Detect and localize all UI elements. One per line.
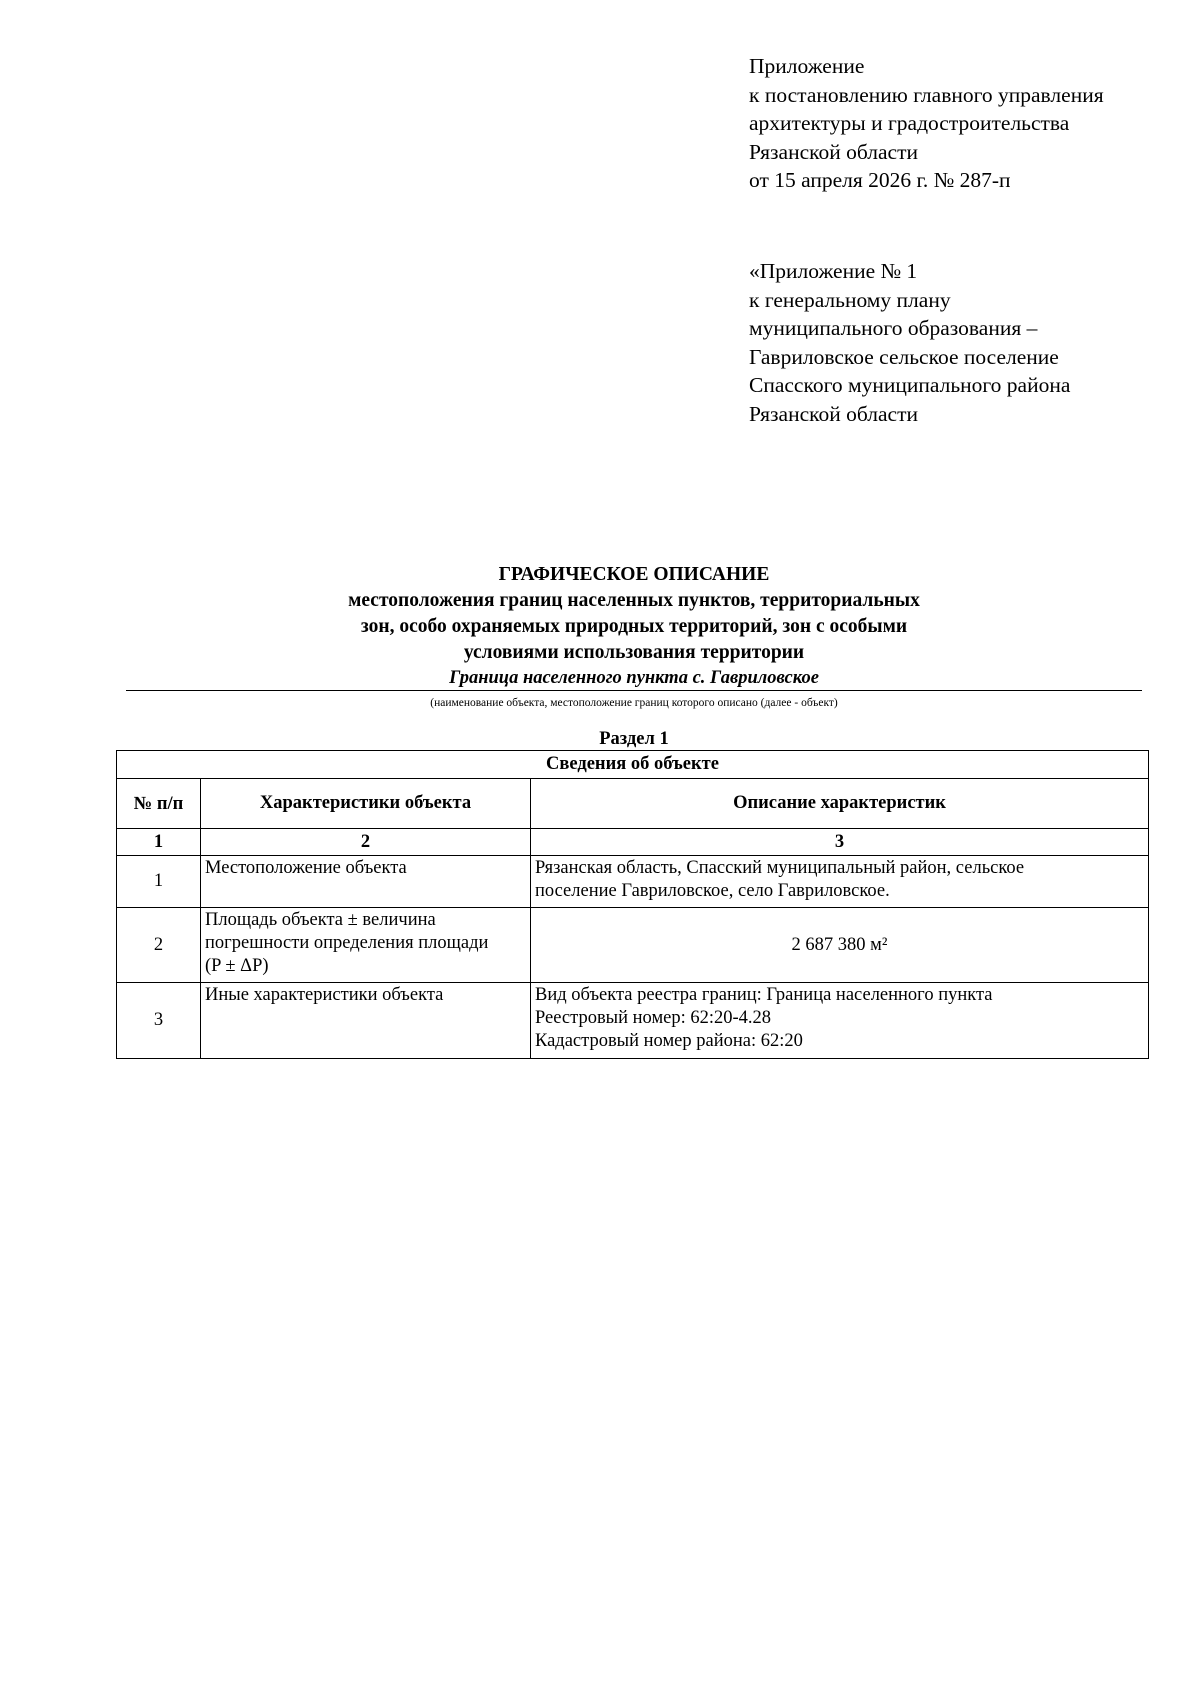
appendix-ref-line: «Приложение № 1 [749,259,918,283]
header-description: Описание характеристик [531,779,1149,829]
description-line: Вид объекта реестра границ: Граница населенного пункта [535,985,993,1005]
row-number: 1 [117,856,201,908]
title-heading: ГРАФИЧЕСКОЕ ОПИСАНИЕ [498,564,770,585]
appendix-line: Приложение [749,54,865,78]
object-info-table [116,750,1149,1059]
header-num: № п/п [117,779,201,829]
object-name-hint: (наименование объекта, местоположение границ которого описано (далее - объект) [430,697,838,709]
column-number: 1 [117,829,201,856]
characteristic-line: Местоположение объекта [205,858,407,878]
appendix-date-line: от 15 апреля 2026 г. № 287-п [749,168,1011,192]
header-characteristics: Характеристики объекта [201,779,531,829]
table-row [117,983,1149,1059]
characteristic-line: Площадь объекта ± величина [205,910,436,930]
description-line: Рязанская область, Спасский муниципальный район, сельское [535,858,1025,878]
characteristic-line: (P ± ΔP) [205,956,269,976]
appendix-line: к постановлению главного управления [749,82,1104,107]
appendix-ref-line: Рязанской области [749,401,918,426]
appendix-reference [749,257,1189,428]
area-value: 2 687 380 м² [531,908,1149,983]
description-line: Кадастровый номер района: 62:20 [535,1031,803,1051]
document-title [120,562,1148,666]
row-description [531,983,1149,1059]
description-line: поселение Гавриловское, село Гавриловское. [535,881,890,901]
row-characteristic [201,983,531,1059]
appendix-ref-line: Гавриловское сельское поселение [749,344,1059,369]
section-title: Раздел 1 [599,729,669,749]
title-subtitle-line: условиями использования территории [463,642,805,663]
description-line: Реестровый номер: 62:20-4.28 [535,1008,772,1028]
appendix-line: архитектуры и градостроительства [749,111,1070,135]
table-row [117,856,1149,908]
appendix-ref-line: к генеральному плану [749,287,951,312]
appendix-header [749,52,1189,195]
appendix-line: Рязанской области [749,139,918,164]
row-number: 3 [117,983,201,1059]
row-number: 2 [117,908,201,983]
column-number: 3 [531,829,1149,856]
row-description [531,856,1149,908]
characteristic-line: Иные характеристики объекта [205,985,444,1005]
table-caption: Сведения об объекте [117,751,1149,779]
row-characteristic [201,856,531,908]
column-number: 2 [201,829,531,856]
appendix-ref-line: Спасского муниципального района [749,373,1071,397]
row-characteristic [201,908,531,983]
title-subtitle-line: зон, особо охраняемых природных территорий, зон с особыми [360,616,908,637]
table-row [117,908,1149,983]
characteristic-line: погрешности определения площади [205,933,489,953]
object-name: Граница населенного пункта с. Гавриловское [126,666,1142,691]
title-subtitle-line: местоположения границ населенных пунктов, территориальных [348,590,920,611]
appendix-ref-line: муниципального образования – [749,316,1038,340]
